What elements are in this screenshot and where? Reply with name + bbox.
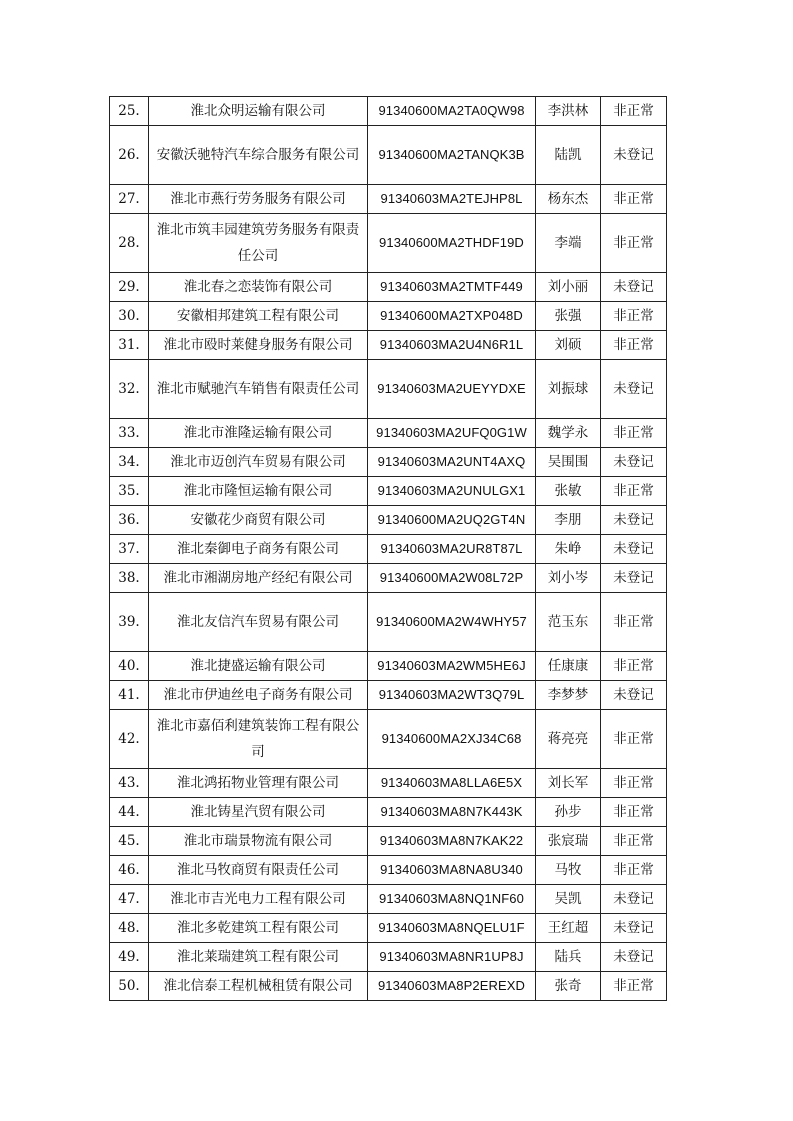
legal-representative-cell: 蒋亮亮 [536, 710, 601, 769]
legal-representative-cell: 吴凯 [536, 885, 601, 914]
credit-code-cell: 91340603MA8NR1UP8J [368, 943, 536, 972]
row-number: 34. [110, 448, 149, 477]
row-number: 47. [110, 885, 149, 914]
credit-code-cell: 91340603MA8NQ1NF60 [368, 885, 536, 914]
legal-representative-cell: 李梦梦 [536, 681, 601, 710]
company-name-cell: 安徽沃驰特汽车综合服务有限公司 [149, 126, 368, 185]
status-cell: 未登记 [601, 506, 667, 535]
table-row [110, 273, 667, 302]
company-name-cell: 淮北市隆恒运输有限公司 [149, 477, 368, 506]
credit-code-cell: 91340603MA2TEJHP8L [368, 185, 536, 214]
status-cell: 未登记 [601, 126, 667, 185]
status-cell: 非正常 [601, 769, 667, 798]
status-cell: 未登记 [601, 885, 667, 914]
legal-representative-cell: 朱峥 [536, 535, 601, 564]
credit-code-cell: 91340603MA2TMTF449 [368, 273, 536, 302]
legal-representative-cell: 魏学永 [536, 419, 601, 448]
credit-code-cell: 91340600MA2XJ34C68 [368, 710, 536, 769]
company-name-cell: 安徽花少商贸有限公司 [149, 506, 368, 535]
status-cell: 非正常 [601, 97, 667, 126]
legal-representative-cell: 范玉东 [536, 593, 601, 652]
credit-code-cell: 91340603MA8NQELU1F [368, 914, 536, 943]
legal-representative-cell: 张奇 [536, 972, 601, 1001]
legal-representative-cell: 刘小丽 [536, 273, 601, 302]
status-cell: 非正常 [601, 972, 667, 1001]
row-number: 50. [110, 972, 149, 1001]
status-cell: 非正常 [601, 331, 667, 360]
status-cell: 未登记 [601, 564, 667, 593]
status-cell: 非正常 [601, 302, 667, 331]
row-number: 35. [110, 477, 149, 506]
row-number: 32. [110, 360, 149, 419]
legal-representative-cell: 刘长军 [536, 769, 601, 798]
company-name-cell: 安徽相邦建筑工程有限公司 [149, 302, 368, 331]
credit-code-cell: 91340603MA8NA8U340 [368, 856, 536, 885]
row-number: 26. [110, 126, 149, 185]
credit-code-cell: 91340600MA2TXP048D [368, 302, 536, 331]
company-name-cell: 淮北市湘湖房地产经纪有限公司 [149, 564, 368, 593]
status-cell: 非正常 [601, 477, 667, 506]
legal-representative-cell: 刘硕 [536, 331, 601, 360]
company-name-cell: 淮北市伊迪丝电子商务有限公司 [149, 681, 368, 710]
row-number: 38. [110, 564, 149, 593]
status-cell: 非正常 [601, 856, 667, 885]
credit-code-cell: 91340603MA8N7KAK22 [368, 827, 536, 856]
company-name-cell: 淮北春之恋装饰有限公司 [149, 273, 368, 302]
credit-code-cell: 91340600MA2THDF19D [368, 214, 536, 273]
credit-code-cell: 91340600MA2W4WHY57 [368, 593, 536, 652]
credit-code-cell: 91340603MA2U4N6R1L [368, 331, 536, 360]
row-number: 48. [110, 914, 149, 943]
credit-code-cell: 91340603MA2UFQ0G1W [368, 419, 536, 448]
table-row [110, 419, 667, 448]
table-row [110, 477, 667, 506]
company-name-cell: 淮北信泰工程机械租赁有限公司 [149, 972, 368, 1001]
legal-representative-cell: 张宸瑞 [536, 827, 601, 856]
company-name-cell: 淮北市瑞景物流有限公司 [149, 827, 368, 856]
table-row [110, 506, 667, 535]
credit-code-cell: 91340603MA8LLA6E5X [368, 769, 536, 798]
row-number: 27. [110, 185, 149, 214]
table-row [110, 214, 667, 273]
legal-representative-cell: 马牧 [536, 856, 601, 885]
company-name-cell: 淮北市迈创汽车贸易有限公司 [149, 448, 368, 477]
row-number: 36. [110, 506, 149, 535]
company-name-cell: 淮北市淮隆运输有限公司 [149, 419, 368, 448]
credit-code-cell: 91340603MA2UEYYDXE [368, 360, 536, 419]
table-row [110, 885, 667, 914]
status-cell: 非正常 [601, 419, 667, 448]
table-row [110, 943, 667, 972]
row-number: 40. [110, 652, 149, 681]
company-name-cell: 淮北捷盛运输有限公司 [149, 652, 368, 681]
row-number: 37. [110, 535, 149, 564]
status-cell: 非正常 [601, 652, 667, 681]
status-cell: 非正常 [601, 710, 667, 769]
legal-representative-cell: 孙步 [536, 798, 601, 827]
table-row [110, 769, 667, 798]
row-number: 49. [110, 943, 149, 972]
company-name-cell: 淮北市嘉佰利建筑装饰工程有限公司 [149, 710, 368, 769]
company-name-cell: 淮北众明运输有限公司 [149, 97, 368, 126]
company-name-cell: 淮北市筑丰园建筑劳务服务有限责任公司 [149, 214, 368, 273]
registry-table-body [110, 97, 667, 1001]
status-cell: 未登记 [601, 535, 667, 564]
table-row [110, 827, 667, 856]
status-cell: 非正常 [601, 827, 667, 856]
table-row [110, 593, 667, 652]
credit-code-cell: 91340603MA2WM5HE6J [368, 652, 536, 681]
credit-code-cell: 91340603MA8P2EREXD [368, 972, 536, 1001]
legal-representative-cell: 李朋 [536, 506, 601, 535]
legal-representative-cell: 陆兵 [536, 943, 601, 972]
legal-representative-cell: 李洪林 [536, 97, 601, 126]
row-number: 44. [110, 798, 149, 827]
status-cell: 非正常 [601, 593, 667, 652]
table-row [110, 331, 667, 360]
credit-code-cell: 91340600MA2TA0QW98 [368, 97, 536, 126]
status-cell: 非正常 [601, 185, 667, 214]
row-number: 42. [110, 710, 149, 769]
table-row [110, 914, 667, 943]
table-row [110, 535, 667, 564]
row-number: 33. [110, 419, 149, 448]
table-row [110, 798, 667, 827]
company-name-cell: 淮北市赋驰汽车销售有限责任公司 [149, 360, 368, 419]
credit-code-cell: 91340603MA2WT3Q79L [368, 681, 536, 710]
company-name-cell: 淮北市燕行劳务服务有限公司 [149, 185, 368, 214]
credit-code-cell: 91340603MA2UNULGX1 [368, 477, 536, 506]
credit-code-cell: 91340600MA2TANQK3B [368, 126, 536, 185]
legal-representative-cell: 王红超 [536, 914, 601, 943]
table-row [110, 856, 667, 885]
row-number: 39. [110, 593, 149, 652]
legal-representative-cell: 任康康 [536, 652, 601, 681]
row-number: 45. [110, 827, 149, 856]
table-row [110, 97, 667, 126]
table-row [110, 126, 667, 185]
table-row [110, 360, 667, 419]
status-cell: 非正常 [601, 798, 667, 827]
table-row [110, 564, 667, 593]
status-cell: 未登记 [601, 448, 667, 477]
row-number: 46. [110, 856, 149, 885]
legal-representative-cell: 张敏 [536, 477, 601, 506]
status-cell: 未登记 [601, 681, 667, 710]
table-row [110, 302, 667, 331]
company-name-cell: 淮北多乾建筑工程有限公司 [149, 914, 368, 943]
table-row [110, 652, 667, 681]
legal-representative-cell: 李端 [536, 214, 601, 273]
row-number: 43. [110, 769, 149, 798]
credit-code-cell: 91340600MA2UQ2GT4N [368, 506, 536, 535]
row-number: 28. [110, 214, 149, 273]
legal-representative-cell: 刘振球 [536, 360, 601, 419]
company-name-cell: 淮北莱瑞建筑工程有限公司 [149, 943, 368, 972]
status-cell: 非正常 [601, 214, 667, 273]
legal-representative-cell: 张强 [536, 302, 601, 331]
registry-table [109, 96, 667, 1001]
row-number: 29. [110, 273, 149, 302]
credit-code-cell: 91340603MA2UR8T87L [368, 535, 536, 564]
row-number: 30. [110, 302, 149, 331]
table-row [110, 972, 667, 1001]
company-name-cell: 淮北市吉光电力工程有限公司 [149, 885, 368, 914]
company-name-cell: 淮北友信汽车贸易有限公司 [149, 593, 368, 652]
status-cell: 未登记 [601, 943, 667, 972]
status-cell: 未登记 [601, 360, 667, 419]
company-name-cell: 淮北鸿拓物业管理有限公司 [149, 769, 368, 798]
legal-representative-cell: 陆凯 [536, 126, 601, 185]
legal-representative-cell: 杨东杰 [536, 185, 601, 214]
credit-code-cell: 91340600MA2W08L72P [368, 564, 536, 593]
company-name-cell: 淮北市殴时莱健身服务有限公司 [149, 331, 368, 360]
status-cell: 未登记 [601, 914, 667, 943]
credit-code-cell: 91340603MA2UNT4AXQ [368, 448, 536, 477]
company-name-cell: 淮北马牧商贸有限责任公司 [149, 856, 368, 885]
table-row [110, 448, 667, 477]
table-row [110, 185, 667, 214]
legal-representative-cell: 吴围围 [536, 448, 601, 477]
company-name-cell: 淮北秦御电子商务有限公司 [149, 535, 368, 564]
row-number: 25. [110, 97, 149, 126]
row-number: 31. [110, 331, 149, 360]
row-number: 41. [110, 681, 149, 710]
table-row [110, 710, 667, 769]
company-name-cell: 淮北铸星汽贸有限公司 [149, 798, 368, 827]
table-row [110, 681, 667, 710]
status-cell: 未登记 [601, 273, 667, 302]
credit-code-cell: 91340603MA8N7K443K [368, 798, 536, 827]
legal-representative-cell: 刘小岑 [536, 564, 601, 593]
